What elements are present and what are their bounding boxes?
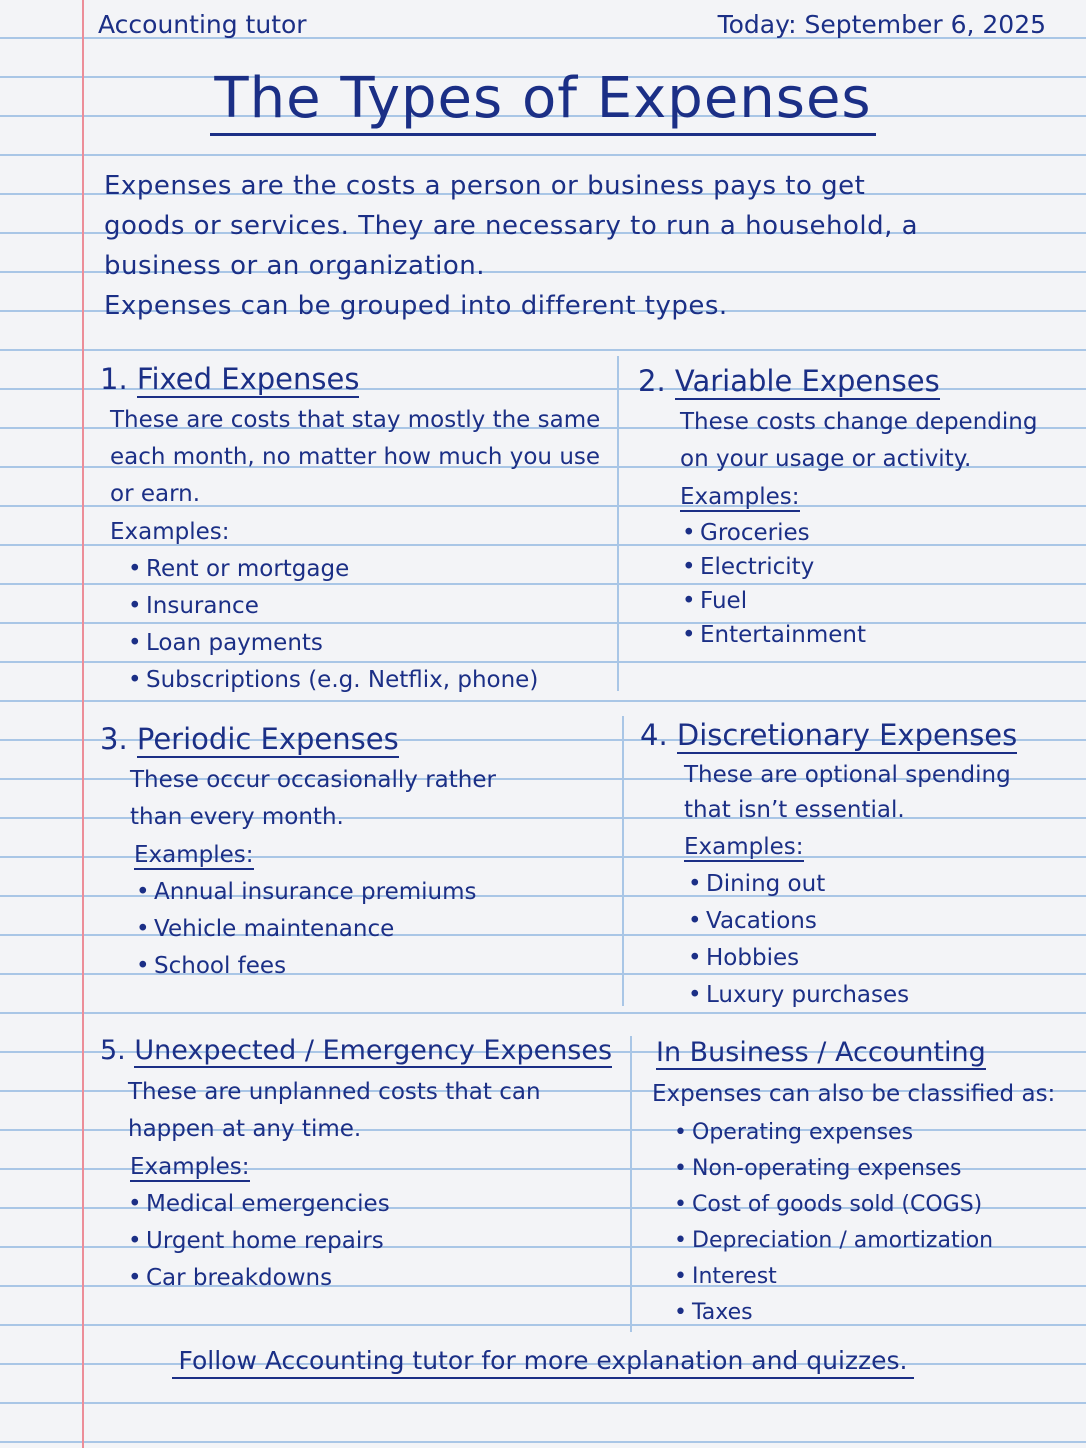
section-description: These are unplanned costs that can happen at any time. bbox=[128, 1079, 541, 1142]
notebook-margin-line bbox=[82, 0, 84, 1448]
section-heading bbox=[656, 1034, 1072, 1072]
section-description: Expenses can also be classified as: bbox=[652, 1081, 1056, 1107]
list-item: • Depreciation / amortization bbox=[674, 1223, 1072, 1259]
examples-list bbox=[100, 874, 610, 985]
list-item: • Hobbies bbox=[688, 940, 1070, 977]
section-title: Variable Expenses bbox=[674, 364, 940, 398]
section-heading bbox=[100, 720, 610, 758]
examples-list bbox=[100, 551, 610, 699]
examples-label-text: Examples: bbox=[684, 834, 804, 860]
list-item: • Subscriptions (e.g. Netflix, phone) bbox=[128, 662, 610, 699]
list-item: • Interest bbox=[674, 1259, 1072, 1295]
list-item: • Insurance bbox=[128, 588, 610, 625]
section-emergency-expenses bbox=[100, 1032, 625, 1297]
list-item: • Annual insurance premiums bbox=[136, 874, 610, 911]
list-item: • Operating expenses bbox=[674, 1115, 1072, 1151]
column-divider bbox=[622, 716, 624, 1006]
list-item: • Medical emergencies bbox=[128, 1186, 625, 1223]
examples-list bbox=[100, 1186, 625, 1297]
section-title: Fixed Expenses bbox=[136, 362, 360, 396]
brand-name: Accounting tutor bbox=[98, 10, 307, 39]
examples-label-text: Examples: bbox=[680, 484, 800, 510]
section-description: These costs change depending on your usage or activity. bbox=[680, 409, 1038, 472]
section-title: Discretionary Expenses bbox=[676, 718, 1018, 752]
section-discretionary-expenses bbox=[640, 716, 1070, 1014]
header-date: Today: September 6, 2025 bbox=[717, 10, 1046, 39]
section-variable-expenses bbox=[638, 362, 1068, 652]
list-item: • Vehicle maintenance bbox=[136, 911, 610, 948]
examples-label bbox=[684, 830, 1070, 864]
intro-text bbox=[104, 166, 934, 326]
page-title-text: The Types of Expenses bbox=[210, 66, 875, 136]
section-periodic-expenses bbox=[100, 720, 610, 985]
list-item: • Fuel bbox=[682, 584, 1068, 618]
examples-label bbox=[680, 480, 1068, 514]
column-divider bbox=[617, 356, 619, 691]
section-fixed-expenses bbox=[100, 360, 610, 699]
list-item: • Taxes bbox=[674, 1295, 1072, 1331]
section-number: 3. bbox=[100, 722, 128, 756]
intro-paragraph: Expenses can be grouped into different types. bbox=[104, 291, 728, 321]
examples-label-text: Examples: bbox=[134, 842, 254, 868]
section-title: Unexpected / Emergency Expenses bbox=[134, 1035, 613, 1066]
column-divider bbox=[630, 1036, 632, 1332]
section-description: These occur occasionally rather than every month. bbox=[130, 767, 496, 830]
section-title: Periodic Expenses bbox=[136, 722, 399, 756]
section-business-accounting bbox=[652, 1034, 1072, 1331]
section-number: 4. bbox=[640, 718, 668, 752]
examples-label bbox=[130, 1150, 625, 1184]
list-item: • Groceries bbox=[682, 516, 1068, 550]
list-item: • School fees bbox=[136, 948, 610, 985]
list-item: • Dining out bbox=[688, 866, 1070, 903]
examples-label bbox=[134, 838, 610, 872]
section-heading bbox=[640, 716, 1070, 754]
section-description: These are optional spending that isn’t essential. bbox=[684, 762, 1011, 823]
list-item: • Entertainment bbox=[682, 618, 1068, 652]
classification-list bbox=[652, 1115, 1072, 1331]
list-item: • Loan payments bbox=[128, 625, 610, 662]
examples-label-text: Examples: bbox=[130, 1154, 250, 1180]
section-number: 5. bbox=[100, 1035, 126, 1066]
list-item: • Vacations bbox=[688, 903, 1070, 940]
examples-label: Examples: bbox=[110, 519, 230, 545]
list-item: • Urgent home repairs bbox=[128, 1223, 625, 1260]
page-title bbox=[0, 66, 1086, 131]
section-number: 2. bbox=[638, 364, 666, 398]
footer-note bbox=[0, 1346, 1086, 1375]
section-heading bbox=[638, 362, 1068, 400]
examples-list bbox=[638, 516, 1068, 652]
list-item: • Non-operating expenses bbox=[674, 1151, 1072, 1187]
list-item: • Car breakdowns bbox=[128, 1260, 625, 1297]
examples-list bbox=[640, 866, 1070, 1014]
list-item: • Luxury purchases bbox=[688, 977, 1070, 1014]
section-title: In Business / Accounting bbox=[656, 1037, 986, 1068]
section-heading bbox=[100, 360, 610, 398]
section-number: 1. bbox=[100, 362, 128, 396]
footer-text: Follow Accounting tutor for more explanation and quizzes. bbox=[172, 1346, 913, 1379]
intro-paragraph: Expenses are the costs a person or business pays to get goods or services. They are necessary to run a household, a business or an organization. bbox=[104, 171, 919, 281]
section-heading bbox=[100, 1032, 625, 1070]
section-description: These are costs that stay mostly the same each month, no matter how much you use or earn. bbox=[110, 407, 601, 507]
list-item: • Cost of goods sold (COGS) bbox=[674, 1187, 1072, 1223]
list-item: • Electricity bbox=[682, 550, 1068, 584]
list-item: • Rent or mortgage bbox=[128, 551, 610, 588]
